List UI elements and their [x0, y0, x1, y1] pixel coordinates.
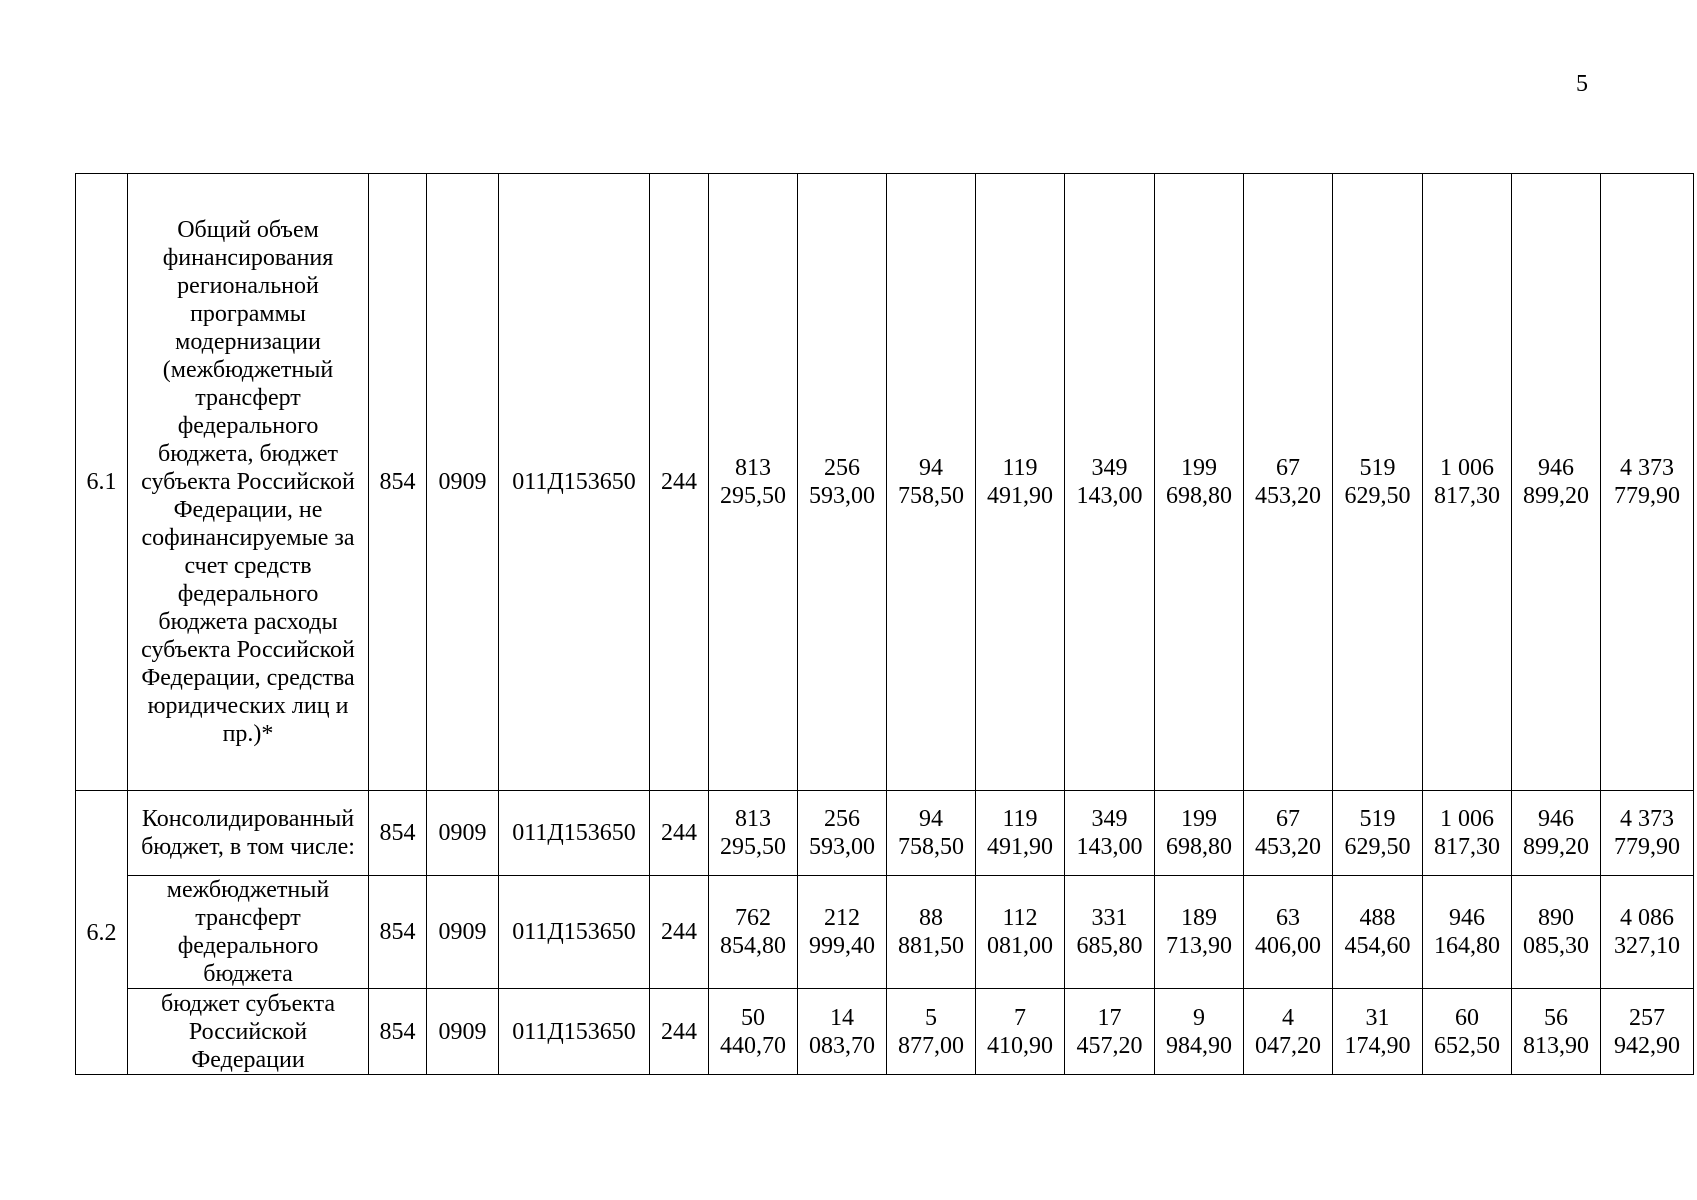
section-code: 0909 [427, 174, 499, 791]
amount-cell: 1 006 817,30 [1423, 791, 1512, 876]
row-description: межбюджетный трансферт федерального бюджета [128, 876, 369, 989]
target-article-code: 011Д153650 [499, 876, 650, 989]
amount-cell: 119 491,90 [976, 174, 1065, 791]
amount-cell: 5 877,00 [887, 989, 976, 1075]
amount-cell: 189 713,90 [1155, 876, 1244, 989]
amount-cell: 256 593,00 [798, 174, 887, 791]
total-cell: 4 086 327,10 [1601, 876, 1694, 989]
row-description: бюджет субъекта Российской Федерации [128, 989, 369, 1075]
amount-cell: 212 999,40 [798, 876, 887, 989]
amount-cell: 1 006 817,30 [1423, 174, 1512, 791]
target-article-code: 011Д153650 [499, 174, 650, 791]
amount-cell: 256 593,00 [798, 791, 887, 876]
amount-cell: 63 406,00 [1244, 876, 1333, 989]
section-code: 0909 [427, 989, 499, 1075]
amount-cell: 112 081,00 [976, 876, 1065, 989]
amount-cell: 813 295,50 [709, 791, 798, 876]
expense-type-code: 244 [650, 876, 709, 989]
amount-cell: 67 453,20 [1244, 174, 1333, 791]
amount-cell: 199 698,80 [1155, 791, 1244, 876]
amount-cell: 31 174,90 [1333, 989, 1423, 1075]
table-row [76, 791, 1694, 876]
amount-cell: 349 143,00 [1065, 174, 1155, 791]
amount-cell: 331 685,80 [1065, 876, 1155, 989]
expense-type-code: 244 [650, 791, 709, 876]
grbs-code: 854 [369, 791, 427, 876]
amount-cell: 119 491,90 [976, 791, 1065, 876]
amount-cell: 199 698,80 [1155, 174, 1244, 791]
amount-cell: 94 758,50 [887, 174, 976, 791]
amount-cell: 88 881,50 [887, 876, 976, 989]
amount-cell: 17 457,20 [1065, 989, 1155, 1075]
amount-cell: 14 083,70 [798, 989, 887, 1075]
row-number: 6.2 [76, 791, 128, 1075]
amount-cell: 4 047,20 [1244, 989, 1333, 1075]
budget-table [75, 173, 1694, 1075]
table-row [76, 876, 1694, 989]
page-number: 5 [1576, 71, 1588, 97]
grbs-code: 854 [369, 989, 427, 1075]
row-description: Консолидированный бюджет, в том числе: [128, 791, 369, 876]
expense-type-code: 244 [650, 174, 709, 791]
amount-cell: 946 164,80 [1423, 876, 1512, 989]
amount-cell: 94 758,50 [887, 791, 976, 876]
expense-type-code: 244 [650, 989, 709, 1075]
amount-cell: 56 813,90 [1512, 989, 1601, 1075]
amount-cell: 349 143,00 [1065, 791, 1155, 876]
grbs-code: 854 [369, 174, 427, 791]
amount-cell: 50 440,70 [709, 989, 798, 1075]
section-code: 0909 [427, 791, 499, 876]
amount-cell: 890 085,30 [1512, 876, 1601, 989]
amount-cell: 762 854,80 [709, 876, 798, 989]
amount-cell: 488 454,60 [1333, 876, 1423, 989]
amount-cell: 813 295,50 [709, 174, 798, 791]
amount-cell: 7 410,90 [976, 989, 1065, 1075]
section-code: 0909 [427, 876, 499, 989]
total-cell: 257 942,90 [1601, 989, 1694, 1075]
grbs-code: 854 [369, 876, 427, 989]
row-description: Общий объем финансирования региональной программы модернизации (межбюджетный трансферт федерального бюджета, бюджет субъекта Российской Федерации, не софинансируемые за счет средств федерального бюджета расходы субъекта Российской Федерации, средства юридических лиц и пр.)* [128, 174, 369, 791]
amount-cell: 946 899,20 [1512, 791, 1601, 876]
table-row [76, 989, 1694, 1075]
table-row [76, 174, 1694, 791]
amount-cell: 519 629,50 [1333, 174, 1423, 791]
row-number: 6.1 [76, 174, 128, 791]
amount-cell: 946 899,20 [1512, 174, 1601, 791]
target-article-code: 011Д153650 [499, 989, 650, 1075]
amount-cell: 9 984,90 [1155, 989, 1244, 1075]
amount-cell: 519 629,50 [1333, 791, 1423, 876]
total-cell: 4 373 779,90 [1601, 791, 1694, 876]
amount-cell: 67 453,20 [1244, 791, 1333, 876]
amount-cell: 60 652,50 [1423, 989, 1512, 1075]
total-cell: 4 373 779,90 [1601, 174, 1694, 791]
target-article-code: 011Д153650 [499, 791, 650, 876]
